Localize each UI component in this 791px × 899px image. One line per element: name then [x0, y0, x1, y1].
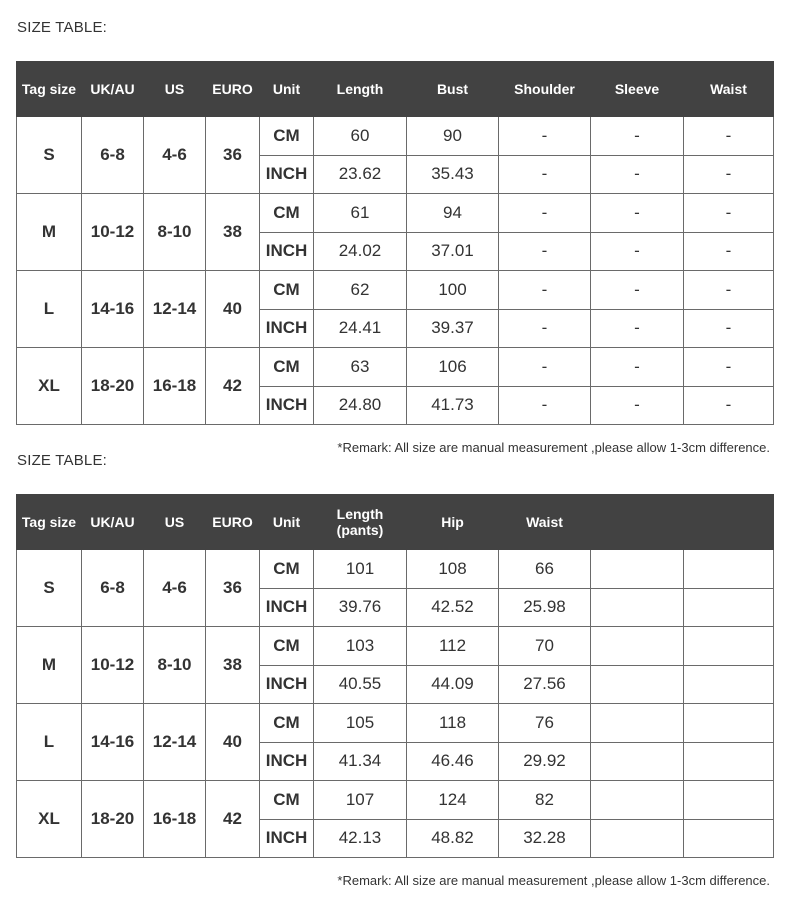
measurement-cell: -	[499, 232, 591, 271]
us-size-cell: 16-18	[144, 781, 206, 858]
measurement-cell: 61	[314, 194, 407, 233]
measurement-cell: -	[591, 386, 684, 425]
uk-au-size-cell: 6-8	[82, 117, 144, 194]
tag-size-cell: L	[17, 271, 82, 348]
size-table-pants	[16, 494, 774, 858]
measurement-cell	[591, 588, 684, 627]
tag-size-cell: S	[17, 117, 82, 194]
uk-au-size-cell: 18-20	[82, 348, 144, 425]
us-size-cell: 12-14	[144, 704, 206, 781]
measurement-cell	[684, 742, 774, 781]
table-row	[17, 348, 774, 387]
measurement-cell: 94	[407, 194, 499, 233]
column-header: Length (pants)	[314, 495, 407, 550]
measurement-cell	[591, 819, 684, 858]
measurement-cell	[591, 665, 684, 704]
column-header: Sleeve	[591, 62, 684, 117]
measurement-cell: 108	[407, 550, 499, 589]
measurement-cell: 35.43	[407, 155, 499, 194]
table-row	[17, 627, 774, 666]
tag-size-cell: XL	[17, 348, 82, 425]
tag-size-cell: M	[17, 194, 82, 271]
measurement-cell: 44.09	[407, 665, 499, 704]
column-header: US	[144, 62, 206, 117]
column-header: Unit	[260, 62, 314, 117]
size-table-heading-2: SIZE TABLE:	[17, 452, 108, 469]
measurement-cell	[591, 627, 684, 666]
measurement-cell	[684, 627, 774, 666]
measurement-cell: 46.46	[407, 742, 499, 781]
measurement-cell	[591, 742, 684, 781]
measurement-cell: 112	[407, 627, 499, 666]
unit-cell: INCH	[260, 232, 314, 271]
measurement-cell: 27.56	[499, 665, 591, 704]
measurement-cell: 66	[499, 550, 591, 589]
measurement-cell: 82	[499, 781, 591, 820]
unit-cell: INCH	[260, 588, 314, 627]
unit-cell: CM	[260, 194, 314, 233]
measurement-cell: 24.41	[314, 309, 407, 348]
size-table-heading-1: SIZE TABLE:	[17, 19, 108, 36]
measurement-cell: 42.52	[407, 588, 499, 627]
measurement-cell: -	[684, 117, 774, 156]
measurement-cell	[684, 704, 774, 743]
unit-cell: CM	[260, 781, 314, 820]
measurement-cell	[684, 665, 774, 704]
unit-cell: CM	[260, 348, 314, 387]
column-header	[684, 495, 774, 550]
measurement-cell: 48.82	[407, 819, 499, 858]
measurement-cell: 106	[407, 348, 499, 387]
table-row	[17, 271, 774, 310]
table-row	[17, 550, 774, 589]
measurement-cell: -	[684, 271, 774, 310]
euro-size-cell: 40	[206, 704, 260, 781]
size-remark-1: *Remark: All size are manual measurement ,please allow 1-3cm difference.	[337, 440, 770, 455]
measurement-cell: -	[591, 348, 684, 387]
us-size-cell: 12-14	[144, 271, 206, 348]
measurement-cell	[591, 550, 684, 589]
measurement-cell: -	[499, 271, 591, 310]
euro-size-cell: 42	[206, 781, 260, 858]
measurement-cell: -	[684, 155, 774, 194]
column-header	[591, 495, 684, 550]
tag-size-cell: M	[17, 627, 82, 704]
euro-size-cell: 38	[206, 627, 260, 704]
column-header: Hip	[407, 495, 499, 550]
column-header: Tag size	[17, 62, 82, 117]
us-size-cell: 4-6	[144, 550, 206, 627]
measurement-cell: -	[591, 155, 684, 194]
measurement-cell	[591, 781, 684, 820]
uk-au-size-cell: 10-12	[82, 194, 144, 271]
uk-au-size-cell: 18-20	[82, 781, 144, 858]
measurement-cell: -	[499, 117, 591, 156]
measurement-cell: 24.80	[314, 386, 407, 425]
us-size-cell: 8-10	[144, 627, 206, 704]
measurement-cell: 62	[314, 271, 407, 310]
unit-cell: CM	[260, 704, 314, 743]
euro-size-cell: 38	[206, 194, 260, 271]
measurement-cell: 41.34	[314, 742, 407, 781]
measurement-cell: -	[684, 309, 774, 348]
measurement-cell: 23.62	[314, 155, 407, 194]
unit-cell: CM	[260, 550, 314, 589]
column-header: US	[144, 495, 206, 550]
measurement-cell: 107	[314, 781, 407, 820]
measurement-cell: 105	[314, 704, 407, 743]
euro-size-cell: 40	[206, 271, 260, 348]
unit-cell: CM	[260, 117, 314, 156]
measurement-cell: -	[684, 194, 774, 233]
unit-cell: INCH	[260, 665, 314, 704]
measurement-cell: 118	[407, 704, 499, 743]
measurement-cell: -	[684, 386, 774, 425]
unit-cell: INCH	[260, 819, 314, 858]
table-row	[17, 194, 774, 233]
table-row	[17, 781, 774, 820]
measurement-cell: 37.01	[407, 232, 499, 271]
us-size-cell: 4-6	[144, 117, 206, 194]
unit-cell: CM	[260, 627, 314, 666]
column-header: Unit	[260, 495, 314, 550]
tag-size-cell: S	[17, 550, 82, 627]
measurement-cell	[591, 704, 684, 743]
measurement-cell: 24.02	[314, 232, 407, 271]
measurement-cell: -	[591, 117, 684, 156]
column-header: Waist	[684, 62, 774, 117]
header-row	[17, 62, 774, 117]
measurement-cell: -	[684, 232, 774, 271]
measurement-cell: 60	[314, 117, 407, 156]
measurement-cell: -	[499, 155, 591, 194]
unit-cell: INCH	[260, 742, 314, 781]
column-header: UK/AU	[82, 495, 144, 550]
uk-au-size-cell: 10-12	[82, 627, 144, 704]
size-table-tops	[16, 61, 774, 425]
measurement-cell: -	[591, 194, 684, 233]
unit-cell: INCH	[260, 386, 314, 425]
measurement-cell	[684, 588, 774, 627]
measurement-cell: 39.76	[314, 588, 407, 627]
measurement-cell: 103	[314, 627, 407, 666]
measurement-cell: -	[499, 309, 591, 348]
measurement-cell: 90	[407, 117, 499, 156]
column-header: Tag size	[17, 495, 82, 550]
size-remark-2: *Remark: All size are manual measurement ,please allow 1-3cm difference.	[337, 873, 770, 888]
measurement-cell: 32.28	[499, 819, 591, 858]
column-header: Length	[314, 62, 407, 117]
euro-size-cell: 36	[206, 550, 260, 627]
measurement-cell	[684, 781, 774, 820]
euro-size-cell: 36	[206, 117, 260, 194]
measurement-cell: 124	[407, 781, 499, 820]
measurement-cell: 39.37	[407, 309, 499, 348]
unit-cell: CM	[260, 271, 314, 310]
table-row	[17, 117, 774, 156]
measurement-cell	[684, 550, 774, 589]
uk-au-size-cell: 6-8	[82, 550, 144, 627]
column-header: Waist	[499, 495, 591, 550]
column-header: Shoulder	[499, 62, 591, 117]
measurement-cell: 70	[499, 627, 591, 666]
us-size-cell: 16-18	[144, 348, 206, 425]
measurement-cell: 63	[314, 348, 407, 387]
measurement-cell: 101	[314, 550, 407, 589]
measurement-cell: -	[591, 232, 684, 271]
us-size-cell: 8-10	[144, 194, 206, 271]
tag-size-cell: XL	[17, 781, 82, 858]
measurement-cell: -	[591, 309, 684, 348]
measurement-cell: -	[499, 386, 591, 425]
tag-size-cell: L	[17, 704, 82, 781]
column-header: Bust	[407, 62, 499, 117]
uk-au-size-cell: 14-16	[82, 271, 144, 348]
measurement-cell: 42.13	[314, 819, 407, 858]
measurement-cell: -	[499, 348, 591, 387]
measurement-cell: 40.55	[314, 665, 407, 704]
measurement-cell: 29.92	[499, 742, 591, 781]
measurement-cell: 25.98	[499, 588, 591, 627]
measurement-cell: 100	[407, 271, 499, 310]
measurement-cell	[684, 819, 774, 858]
euro-size-cell: 42	[206, 348, 260, 425]
column-header: EURO	[206, 495, 260, 550]
unit-cell: INCH	[260, 155, 314, 194]
measurement-cell: 41.73	[407, 386, 499, 425]
column-header: UK/AU	[82, 62, 144, 117]
uk-au-size-cell: 14-16	[82, 704, 144, 781]
header-row	[17, 495, 774, 550]
measurement-cell: -	[591, 271, 684, 310]
table-row	[17, 704, 774, 743]
column-header: EURO	[206, 62, 260, 117]
measurement-cell: -	[684, 348, 774, 387]
measurement-cell: -	[499, 194, 591, 233]
unit-cell: INCH	[260, 309, 314, 348]
measurement-cell: 76	[499, 704, 591, 743]
